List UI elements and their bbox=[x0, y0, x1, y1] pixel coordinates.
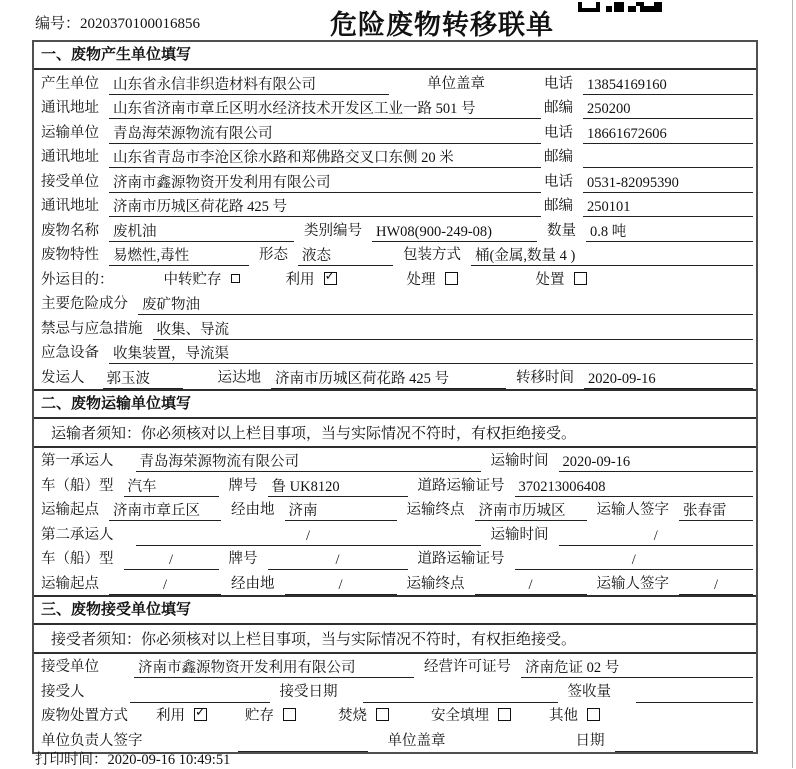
checkbox-unchecked-icon bbox=[445, 272, 458, 285]
checkbox-unchecked-icon bbox=[283, 708, 296, 721]
spacer bbox=[124, 459, 136, 460]
checkbox-label: 其他 bbox=[549, 708, 578, 725]
field-label: 主要危险成分 bbox=[41, 296, 128, 313]
fill-in-line bbox=[136, 527, 481, 546]
form-row bbox=[34, 95, 756, 120]
notice-row bbox=[34, 625, 756, 654]
row-right-contact-column bbox=[544, 72, 756, 93]
fill-in-line bbox=[679, 502, 753, 521]
fill-in-line bbox=[124, 478, 219, 497]
field-value: 废矿物油 bbox=[142, 297, 200, 314]
checkbox-option bbox=[431, 704, 511, 725]
field-value: 山东省青岛市李沧区徐水路和郑佛路交叉口东侧 20 米 bbox=[113, 150, 454, 167]
field-label: 电话 bbox=[544, 124, 573, 141]
field-label: 运达地 bbox=[217, 369, 261, 386]
spacer bbox=[348, 690, 363, 691]
field-label: 转移时间 bbox=[516, 369, 574, 386]
field-label: 电话 bbox=[544, 75, 573, 92]
fill-in-line bbox=[109, 576, 221, 595]
field-value: 济南市鑫源物资开发利用有限公司 bbox=[138, 660, 356, 677]
fill-in-line bbox=[583, 76, 753, 95]
fill-in-line bbox=[559, 453, 754, 472]
checkbox-option bbox=[536, 268, 587, 289]
fill-in-line bbox=[583, 125, 753, 144]
spacer bbox=[458, 278, 536, 279]
row-left bbox=[41, 96, 544, 117]
fill-in-line bbox=[583, 198, 753, 217]
field-value: 汽车 bbox=[127, 478, 157, 495]
field-value: HW08(900-249-08) bbox=[376, 223, 492, 240]
fill-in-line bbox=[285, 502, 397, 521]
spacer bbox=[296, 714, 338, 715]
row-right-contact-column bbox=[544, 170, 756, 191]
field-label: 车（船）型 bbox=[41, 551, 114, 568]
field-value: 13854169160 bbox=[587, 76, 667, 93]
spacer bbox=[511, 714, 549, 715]
field-value: 收集装置，导流渠 bbox=[113, 346, 229, 363]
field-value: 桶(金属,数量 4 ) bbox=[475, 248, 576, 265]
fill-in-line bbox=[372, 223, 537, 242]
fill-in-line bbox=[103, 370, 183, 389]
field-label: 废物名称 bbox=[41, 222, 99, 239]
form-row bbox=[34, 364, 756, 389]
form-row bbox=[34, 678, 756, 703]
fill-in-line bbox=[138, 296, 753, 315]
field-value: 鲁 UK8120 bbox=[271, 478, 340, 495]
form-row bbox=[34, 70, 756, 95]
field-value: 青岛海荣源物流有限公司 bbox=[113, 125, 273, 142]
field-value: / bbox=[305, 527, 311, 544]
field-value: 济南市章丘区 bbox=[113, 503, 200, 520]
spacer bbox=[389, 714, 431, 715]
fill-in-line bbox=[134, 659, 414, 678]
row-right-contact-column bbox=[544, 96, 756, 117]
field-label: 接受单位 bbox=[41, 659, 99, 676]
field-value: 济南市鑫源物资开发利用有限公司 bbox=[113, 174, 331, 191]
fill-in-line bbox=[471, 247, 753, 266]
row-left bbox=[41, 72, 544, 93]
field-label: 运输终点 bbox=[406, 575, 465, 592]
spacer bbox=[456, 739, 576, 740]
spacer bbox=[138, 714, 156, 715]
fill-in-line bbox=[583, 100, 753, 119]
row-right-contact-column bbox=[544, 194, 756, 215]
checkbox-checked-icon bbox=[324, 272, 337, 285]
fill-in-line bbox=[109, 100, 541, 119]
fill-in-line bbox=[515, 478, 754, 497]
checkbox-label: 焚烧 bbox=[338, 708, 367, 725]
field-label: 经营许可证号 bbox=[424, 659, 511, 676]
fill-in-line bbox=[109, 247, 249, 266]
fill-in-line bbox=[475, 576, 587, 595]
field-label: 第一承运人 bbox=[41, 453, 114, 470]
fill-in-line bbox=[636, 684, 753, 703]
field-value: 250200 bbox=[587, 101, 631, 118]
checkbox-label: 利用 bbox=[156, 708, 185, 725]
row-right-contact-column bbox=[544, 145, 756, 166]
checkbox-option bbox=[156, 704, 207, 725]
document-header bbox=[0, 0, 796, 40]
spacer bbox=[240, 278, 286, 279]
field-label: 牌号 bbox=[228, 551, 258, 568]
page-edge-line bbox=[792, 0, 793, 768]
fill-in-line bbox=[109, 198, 541, 217]
static-text: 运输者须知：你必须核对以上栏目事项，当与实际情况不符时，有权拒绝接受。 bbox=[51, 425, 577, 442]
fill-in-line bbox=[268, 551, 408, 570]
fill-in-line bbox=[109, 149, 541, 168]
section-title: 二、废物运输单位填写 bbox=[34, 391, 756, 419]
checkbox-option bbox=[549, 704, 600, 725]
spacer bbox=[109, 665, 134, 666]
field-value: / bbox=[335, 552, 340, 569]
field-value: / bbox=[168, 552, 174, 569]
field-label: 形态 bbox=[259, 247, 288, 264]
field-value: 张春雷 bbox=[683, 503, 727, 520]
form-row bbox=[34, 193, 756, 218]
serial-number-line bbox=[35, 12, 200, 33]
fill-in-line bbox=[109, 76, 389, 95]
fill-in-line bbox=[271, 370, 506, 389]
spacer bbox=[193, 376, 218, 377]
spacer bbox=[95, 690, 130, 691]
field-value: / bbox=[631, 552, 636, 569]
checkbox-label: 利用 bbox=[285, 271, 315, 288]
fill-in-line bbox=[584, 370, 753, 389]
checkbox-unchecked-icon bbox=[587, 708, 600, 721]
field-label: 运输起点 bbox=[41, 575, 99, 592]
field-label: 禁忌与应急措施 bbox=[41, 320, 143, 337]
form-row bbox=[34, 448, 756, 473]
field-value: 郭玉波 bbox=[106, 370, 150, 387]
fill-in-line bbox=[238, 733, 368, 752]
field-label: 签收量 bbox=[567, 683, 611, 700]
form-section bbox=[34, 595, 756, 752]
form-section bbox=[34, 42, 756, 389]
field-label: 产生单位 bbox=[41, 75, 99, 92]
checkbox-label: 安全填埋 bbox=[431, 708, 489, 725]
form-section bbox=[34, 389, 756, 595]
field-label: 车（船）型 bbox=[41, 477, 114, 494]
fill-in-line bbox=[363, 684, 558, 703]
field-value: 0531-82095390 bbox=[587, 174, 679, 191]
spacer bbox=[337, 278, 407, 279]
field-label: 类别编号 bbox=[304, 222, 362, 239]
checkbox-unchecked-icon bbox=[231, 274, 240, 283]
field-label: 第二承运人 bbox=[41, 526, 114, 543]
field-value: 370213006408 bbox=[518, 478, 606, 495]
field-value: 2020-09-16 bbox=[588, 370, 656, 387]
checkbox-option bbox=[407, 268, 458, 289]
notice-row bbox=[34, 419, 756, 448]
field-label: 运输起点 bbox=[41, 502, 99, 519]
fill-in-line bbox=[109, 174, 541, 193]
spacer bbox=[621, 690, 636, 691]
fill-in-line bbox=[615, 733, 754, 752]
fill-in-line bbox=[109, 345, 753, 364]
form-row bbox=[34, 315, 756, 340]
field-value: 18661672606 bbox=[587, 125, 667, 142]
print-time-line bbox=[35, 748, 230, 769]
checkbox-option bbox=[338, 704, 389, 725]
spacer bbox=[399, 82, 417, 83]
checkbox-option bbox=[164, 268, 240, 289]
field-value: 济南市历城区荷花路 425 号 bbox=[275, 370, 449, 387]
fill-in-line bbox=[515, 551, 754, 570]
fill-in-line bbox=[586, 223, 753, 242]
form-row bbox=[34, 546, 756, 571]
fill-in-line bbox=[109, 223, 294, 242]
field-value: 济南危证 02 号 bbox=[525, 660, 620, 677]
field-value: 济南市历城区荷花路 425 号 bbox=[113, 199, 287, 216]
form-row bbox=[34, 242, 756, 267]
field-label: 邮编 bbox=[544, 149, 573, 166]
checkbox-label: 处理 bbox=[406, 271, 436, 288]
fill-in-line bbox=[521, 659, 753, 678]
spacer bbox=[124, 533, 136, 534]
field-value: 易燃性,毒性 bbox=[113, 248, 190, 265]
field-label: 通讯地址 bbox=[41, 198, 99, 215]
form-row bbox=[34, 144, 756, 169]
form-row bbox=[34, 291, 756, 316]
field-label: 运输终点 bbox=[406, 502, 465, 519]
field-value: 废机油 bbox=[113, 223, 157, 240]
fill-in-line bbox=[679, 576, 753, 595]
field-value: 2020-09-16 bbox=[562, 454, 631, 471]
checkbox-option bbox=[286, 268, 337, 289]
form-row bbox=[34, 217, 756, 242]
field-label: 日期 bbox=[575, 732, 605, 749]
checkbox-unchecked-icon bbox=[376, 708, 389, 721]
field-label: 邮编 bbox=[544, 100, 573, 117]
form-row bbox=[34, 266, 756, 291]
qr-code-fragment-icon bbox=[578, 0, 662, 10]
static-text: 接受者须知：你必须核对以上栏目事项，当与实际情况不符时，有权拒绝接受。 bbox=[51, 631, 577, 648]
section-title: 三、废物接受单位填写 bbox=[34, 597, 756, 625]
field-label: 运输人签字 bbox=[596, 502, 669, 519]
row-left bbox=[41, 170, 544, 191]
field-label: 外运目的： bbox=[41, 271, 114, 288]
form-row bbox=[34, 703, 756, 728]
field-value: 收集、导流 bbox=[156, 321, 229, 338]
field-value: / bbox=[713, 576, 719, 593]
field-value: 济南 bbox=[288, 503, 318, 520]
field-label: 接受人 bbox=[41, 683, 85, 700]
fill-in-line bbox=[583, 174, 753, 193]
field-label: 包装方式 bbox=[403, 247, 461, 264]
row-left bbox=[41, 121, 544, 142]
form-row bbox=[34, 340, 756, 365]
checkbox-label: 中转贮存 bbox=[163, 271, 222, 288]
fill-in-line bbox=[583, 149, 753, 168]
fill-in-line bbox=[109, 502, 221, 521]
fill-in-line bbox=[268, 478, 408, 497]
form-row bbox=[34, 168, 756, 193]
field-label: 废物特性 bbox=[41, 247, 99, 264]
fill-in-line bbox=[475, 502, 587, 521]
field-value: / bbox=[653, 527, 658, 544]
fill-in-line bbox=[130, 684, 270, 703]
field-label: 道路运输证号 bbox=[417, 551, 505, 568]
field-value: / bbox=[528, 576, 533, 593]
field-value: 液态 bbox=[302, 248, 331, 265]
field-label: 通讯地址 bbox=[41, 100, 99, 117]
field-label: 单位负责人签字 bbox=[41, 732, 143, 749]
field-value: 250101 bbox=[587, 199, 631, 216]
field-label: 经由地 bbox=[231, 502, 275, 519]
fill-in-line bbox=[285, 576, 397, 595]
field-label: 运输单位 bbox=[41, 124, 99, 141]
field-value: 济南市历城区 bbox=[478, 503, 566, 520]
field-label: 接受单位 bbox=[41, 173, 99, 190]
checkbox-checked-icon bbox=[194, 708, 207, 721]
spacer bbox=[124, 278, 164, 279]
field-value: 0.8 吨 bbox=[590, 223, 627, 240]
checkbox-unchecked-icon bbox=[574, 272, 587, 285]
field-label: 运输时间 bbox=[490, 453, 549, 470]
field-label: 应急设备 bbox=[41, 345, 99, 362]
form-row bbox=[34, 570, 756, 595]
print-time-value: 2020-09-16 10:49:51 bbox=[107, 752, 231, 768]
form-row bbox=[34, 654, 756, 679]
field-value: 山东省永信非织造材料有限公司 bbox=[113, 76, 316, 93]
fill-in-line bbox=[136, 453, 481, 472]
field-value: / bbox=[162, 576, 168, 593]
field-label: 电话 bbox=[544, 173, 573, 190]
field-label: 发运人 bbox=[41, 369, 85, 386]
field-label: 数量 bbox=[547, 222, 576, 239]
fill-in-line bbox=[559, 527, 754, 546]
page-title: 危险废物转移联单 bbox=[330, 10, 554, 40]
field-label: 道路运输证号 bbox=[417, 477, 505, 494]
checkbox-option bbox=[245, 704, 296, 725]
field-label: 运输人签字 bbox=[596, 575, 669, 592]
fill-in-line bbox=[298, 247, 393, 266]
serial-label: 编号： bbox=[35, 16, 81, 32]
static-text: 单位盖章 bbox=[427, 75, 485, 92]
checkbox-unchecked-icon bbox=[498, 708, 511, 721]
form-table bbox=[32, 40, 758, 754]
spacer bbox=[95, 376, 103, 377]
static-text: 单位盖章 bbox=[387, 732, 446, 749]
field-label: 接受日期 bbox=[279, 683, 338, 700]
field-label: 通讯地址 bbox=[41, 149, 99, 166]
checkbox-label: 处置 bbox=[535, 271, 565, 288]
row-left bbox=[41, 145, 544, 166]
fill-in-line bbox=[153, 321, 754, 340]
field-label: 邮编 bbox=[544, 198, 573, 215]
section-title: 一、废物产生单位填写 bbox=[34, 42, 756, 70]
field-label: 牌号 bbox=[228, 477, 258, 494]
checkbox-label: 贮存 bbox=[245, 708, 274, 725]
form-row bbox=[34, 119, 756, 144]
field-value: / bbox=[338, 576, 343, 593]
spacer bbox=[153, 739, 238, 740]
field-value: 青岛海荣源物流有限公司 bbox=[139, 454, 299, 471]
print-time-label: 打印时间： bbox=[35, 752, 108, 768]
field-label: 经由地 bbox=[231, 575, 275, 592]
form-row bbox=[34, 472, 756, 497]
row-right-contact-column bbox=[544, 121, 756, 142]
fill-in-line bbox=[109, 125, 541, 144]
field-label: 运输时间 bbox=[490, 526, 549, 543]
serial-number: 2020370100016856 bbox=[80, 16, 201, 32]
field-label: 废物处置方式 bbox=[41, 708, 128, 725]
spacer bbox=[207, 714, 245, 715]
field-value: 山东省济南市章丘区明水经济技术开发区工业一路 501 号 bbox=[113, 101, 476, 118]
form-row bbox=[34, 521, 756, 546]
fill-in-line bbox=[124, 551, 219, 570]
row-left bbox=[41, 194, 544, 215]
form-row bbox=[34, 497, 756, 522]
